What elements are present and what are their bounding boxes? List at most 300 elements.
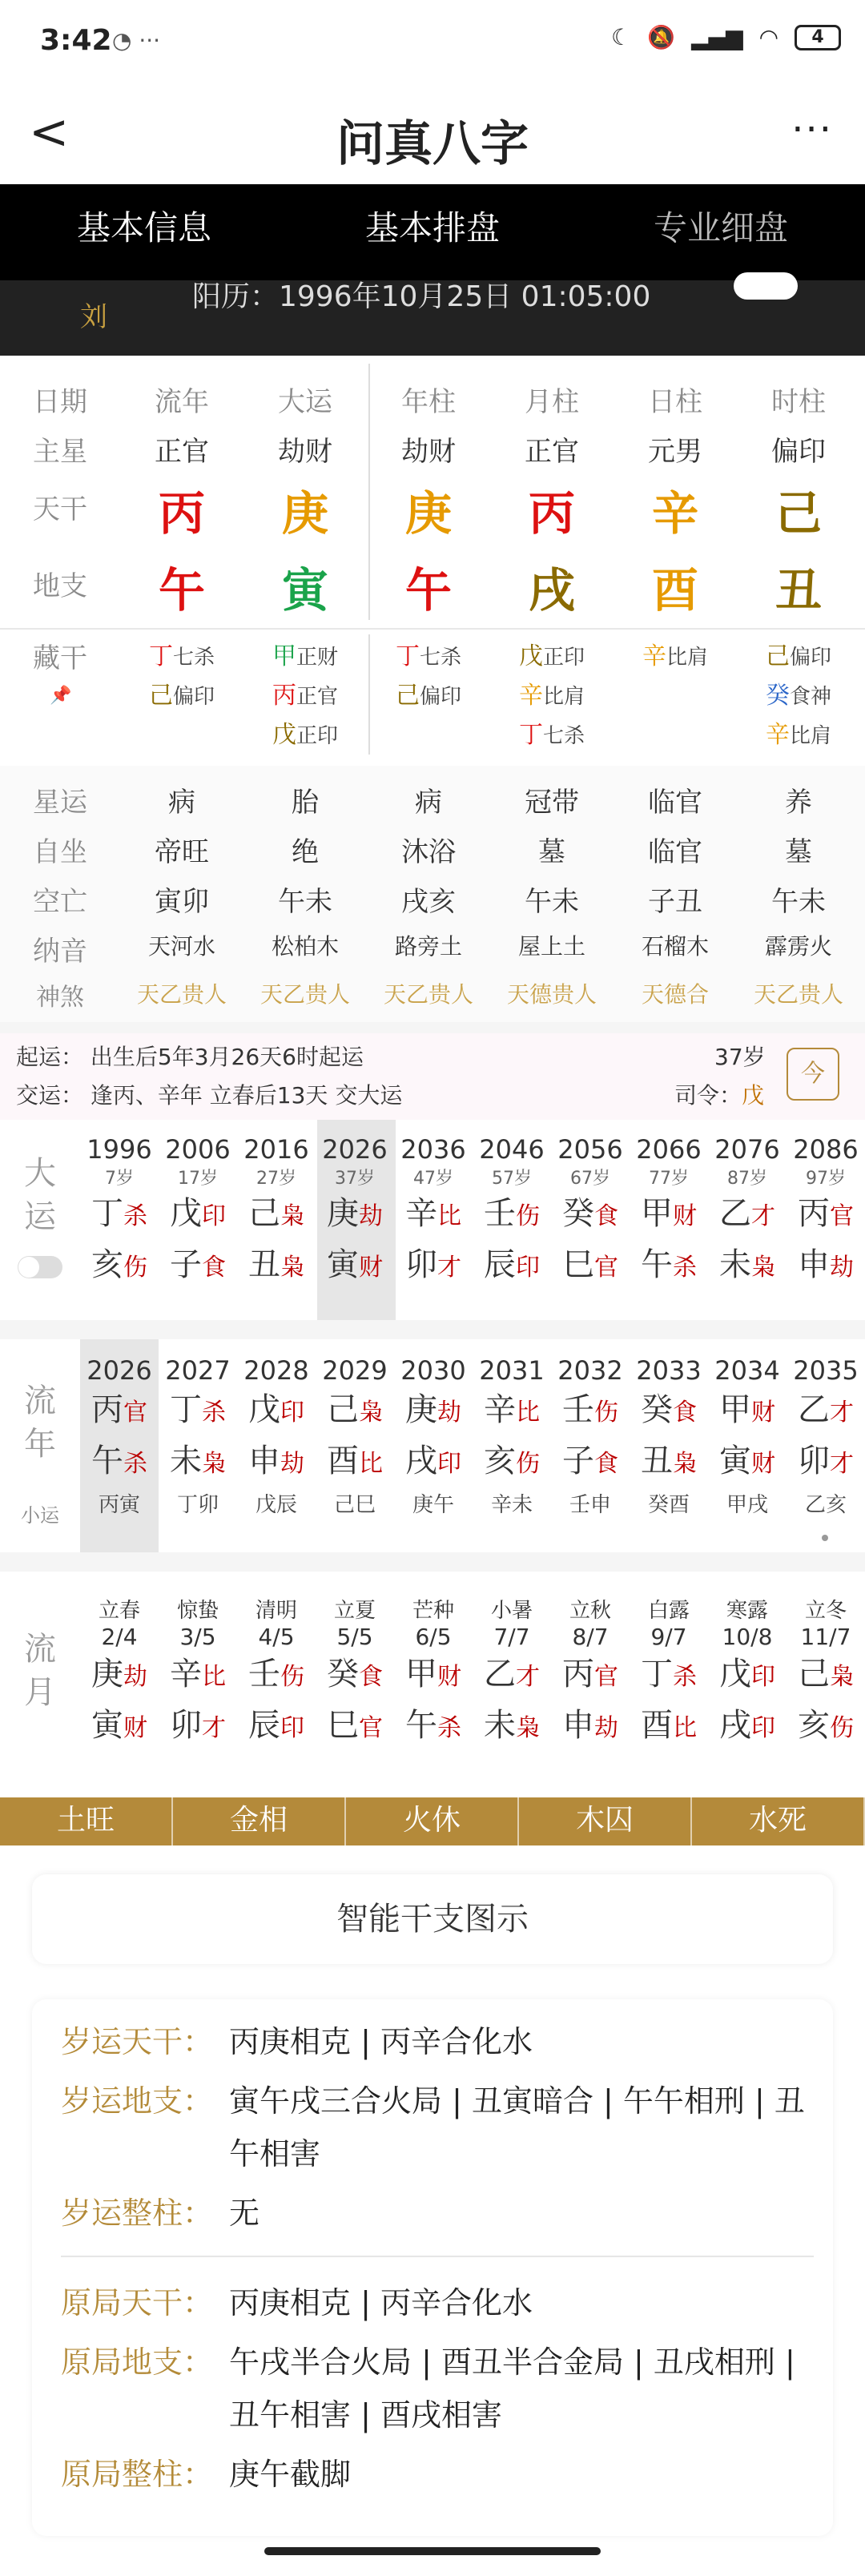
hidden-stem-god: 偏印 (789, 646, 831, 670)
main-star: 劫财 (401, 436, 456, 468)
hidden-stem-god: 正印 (296, 724, 338, 748)
dayun-branch-god: 财 (359, 1254, 383, 1282)
solar-term-date: 9/7 (650, 1624, 687, 1650)
liuyue-item[interactable] (80, 1594, 159, 1753)
dayun-stem: 乙 (719, 1195, 751, 1232)
nayin: 天河水 (147, 933, 215, 960)
hidden-stem-char: 戊 (518, 642, 543, 670)
liunian-stem: 壬 (562, 1391, 594, 1428)
void: 戌亥 (401, 886, 456, 918)
solar-term: 立夏 (333, 1599, 376, 1623)
hidden-stem-god: 比肩 (542, 685, 585, 709)
dayun-age: 97岁 (806, 1169, 846, 1189)
shensha[interactable]: 天德合 (641, 981, 709, 1008)
liunian-branch: 寅 (719, 1443, 751, 1479)
liuyue-stem-god: 伤 (280, 1663, 304, 1691)
liunian-item[interactable] (237, 1355, 316, 1518)
liuyue-branch-god: 财 (123, 1714, 147, 1742)
hidden-stem-char: 辛 (642, 642, 666, 670)
dayun-branch: 未 (719, 1246, 751, 1283)
liunian-section (0, 1339, 865, 1552)
liunian-year: 2028 (243, 1355, 309, 1386)
stem-label: 天干 (33, 493, 87, 525)
hidden-stem-god: 偏印 (172, 685, 215, 709)
dayun-age: 7岁 (105, 1169, 134, 1189)
dayun-year: 2076 (714, 1134, 780, 1165)
liunian-item[interactable] (630, 1355, 708, 1518)
xiaoyun-gz: 戊辰 (255, 1493, 297, 1517)
solar-term: 立春 (98, 1599, 140, 1623)
dayun-stem: 庚 (327, 1195, 359, 1232)
shensha[interactable]: 天乙贵人 (383, 981, 473, 1008)
dayun-item[interactable] (394, 1134, 473, 1292)
liunian-branch-god: 食 (594, 1450, 618, 1478)
liunian-stem: 癸 (641, 1391, 673, 1428)
liunian-branch-god: 伤 (516, 1450, 540, 1478)
dayun-year: 2086 (793, 1134, 859, 1165)
liunian-item[interactable] (316, 1355, 394, 1518)
liunian-branch-god: 杀 (123, 1450, 147, 1478)
shensha[interactable]: 天乙贵人 (260, 981, 350, 1008)
liunian-branch: 酉 (327, 1443, 359, 1479)
liunian-stem: 甲 (719, 1391, 751, 1428)
liunian-label: 流 年 (24, 1383, 56, 1463)
hidden-stem-item (243, 677, 367, 716)
hidden-stem-god: 比肩 (789, 724, 831, 748)
dayun-year: 1996 (86, 1134, 152, 1165)
liunian-year: 2031 (479, 1355, 545, 1386)
liuyue-item[interactable] (159, 1594, 237, 1753)
dayun-year: 2036 (400, 1134, 466, 1165)
profile-name: 刘 (80, 301, 107, 333)
star-luck: 病 (168, 787, 195, 819)
main-star: 正官 (155, 436, 209, 468)
star-luck: 胎 (292, 787, 319, 819)
solar-term: 惊蛰 (176, 1599, 219, 1623)
hidden-stem-item (737, 716, 860, 755)
liuyue-item[interactable] (551, 1594, 630, 1753)
self-seat: 墓 (538, 836, 565, 868)
qiyun-line2: 交运： 逢丙、辛年 立春后13天 交大运 (16, 1082, 403, 1109)
liunian-item[interactable] (159, 1355, 237, 1518)
nayin: 屋上土 (517, 933, 585, 960)
tab-basic-info[interactable]: 基本信息 (76, 208, 211, 248)
tab-pro-chart[interactable]: 专业细盘 (653, 208, 788, 248)
hidden-stem-god: 偏印 (419, 685, 461, 709)
liunian-item[interactable] (551, 1355, 630, 1518)
liuyue-item[interactable] (787, 1594, 865, 1753)
liuyue-stem-god: 才 (516, 1663, 540, 1691)
hidden-stem-col (367, 638, 490, 755)
liunian-stem-god: 比 (516, 1399, 540, 1427)
liunian-stem: 己 (327, 1391, 359, 1428)
dayun-toggle[interactable] (18, 1256, 62, 1278)
solar-term: 白露 (647, 1599, 690, 1623)
liuyue-stem: 辛 (170, 1656, 202, 1693)
dayun-year: 2066 (636, 1134, 702, 1165)
liuyue-stem-god: 财 (437, 1663, 461, 1691)
liunian-item[interactable] (708, 1355, 787, 1518)
solar-term-date: 2/4 (101, 1624, 138, 1650)
liunian-year: 2035 (793, 1355, 859, 1386)
self-seat: 墓 (785, 836, 812, 868)
dayun-age: 17岁 (178, 1169, 218, 1189)
liuyue-stem-god: 枭 (830, 1663, 854, 1691)
liunian-year: 2029 (322, 1355, 388, 1386)
liuyue-stem-god: 印 (751, 1663, 775, 1691)
dayun-branch: 午 (641, 1246, 673, 1283)
liunian-branch-god: 才 (830, 1450, 854, 1478)
earth-branch: 午 (158, 563, 205, 618)
liunian-stem: 丙 (91, 1391, 123, 1428)
liuyue-item[interactable] (237, 1594, 316, 1753)
dayun-item[interactable] (708, 1134, 787, 1292)
xiaoyun-gz: 辛未 (490, 1493, 533, 1517)
liunian-branch-god: 劫 (280, 1450, 304, 1478)
status-icons (611, 24, 841, 50)
dayun-item[interactable] (473, 1134, 551, 1292)
liuyue-item[interactable] (708, 1594, 787, 1753)
liuyue-item[interactable] (394, 1594, 473, 1753)
liunian-item[interactable] (80, 1355, 159, 1518)
dayun-branch: 丑 (248, 1246, 280, 1283)
nayin: 石榴木 (641, 933, 709, 960)
liuyue-branch-god: 才 (202, 1714, 226, 1742)
dayun-age: 87岁 (727, 1169, 767, 1189)
earth-branch: 丑 (774, 563, 822, 618)
liunian-stem-god: 食 (673, 1399, 697, 1427)
dayun-branch-god: 枭 (751, 1254, 775, 1282)
wuxing-state: 木囚 (519, 1797, 692, 1845)
solar-term-date: 3/5 (179, 1624, 216, 1650)
liunian-stem-god: 枭 (359, 1399, 383, 1427)
earth-branch: 戌 (528, 563, 575, 618)
page-title: 问真八字 (336, 116, 529, 172)
dayun-age: 27岁 (256, 1169, 296, 1189)
dayun-stem-god: 财 (673, 1202, 697, 1230)
liuyue-branch: 卯 (170, 1707, 202, 1744)
main-star: 正官 (525, 436, 579, 468)
hidden-stem-item (737, 677, 860, 716)
dayun-section (0, 1120, 865, 1320)
liunian-item[interactable] (787, 1355, 865, 1518)
battery-icon: 4 (795, 25, 841, 50)
hidden-stem-god: 七杀 (172, 646, 215, 670)
liunian-branch-god: 印 (437, 1450, 461, 1478)
qiyun-panel (0, 1033, 865, 1120)
dayun-branch-god: 劫 (830, 1254, 854, 1282)
dayun-item[interactable] (316, 1134, 394, 1292)
notification-icon: ◔ ··· (112, 27, 161, 54)
hidden-stem-char: 丁 (395, 642, 420, 670)
dayun-stem: 辛 (405, 1195, 437, 1232)
dayun-stem: 己 (248, 1195, 280, 1232)
dayun-year: 2056 (557, 1134, 623, 1165)
dayun-branch: 亥 (91, 1246, 123, 1283)
liunian-item[interactable] (473, 1355, 551, 1518)
liuyue-item[interactable] (473, 1594, 551, 1753)
dayun-stem: 癸 (562, 1195, 594, 1232)
solar-term: 芒种 (412, 1599, 454, 1623)
self-seat-label: 自坐 (33, 836, 87, 868)
nayin: 松柏木 (271, 933, 339, 960)
more-icon[interactable]: ··· (791, 107, 833, 152)
nayin: 路旁土 (394, 933, 462, 960)
dayun-item[interactable] (630, 1134, 708, 1292)
tab-basic-chart[interactable]: 基本排盘 (364, 208, 500, 248)
solar-term-date: 10/8 (722, 1624, 773, 1650)
hidden-stem-char: 丁 (518, 721, 543, 749)
dayun-branch-god: 杀 (673, 1254, 697, 1282)
liuyue-branch: 未 (484, 1707, 516, 1744)
liuyue-stem: 戊 (719, 1656, 751, 1693)
liuyue-branch-god: 印 (751, 1714, 775, 1742)
nayin: 霹雳火 (764, 933, 832, 960)
liuyue-branch-god: 枭 (516, 1714, 540, 1742)
hidden-stem-char: 甲 (272, 642, 296, 670)
dayun-branch-god: 才 (437, 1254, 461, 1282)
liunian-stem: 戊 (248, 1391, 280, 1428)
an-row: 原局整柱： 庚午截脚 (61, 2457, 352, 2492)
xiaoyun-label: 小运 (21, 1504, 59, 1527)
liuyue-stem: 乙 (484, 1656, 516, 1693)
self-seat: 临官 (648, 836, 702, 868)
liuyue-stem-god: 杀 (673, 1663, 697, 1691)
heaven-stem: 己 (774, 486, 822, 541)
dayun-stem-god: 枭 (280, 1202, 304, 1230)
an-row: 原局天干： 丙庚相克 | 丙辛合化水 (61, 2285, 533, 2320)
back-icon[interactable]: < (29, 104, 70, 160)
signal-icon: ▂▄▆ (690, 24, 743, 50)
solar-term-date: 11/7 (800, 1624, 851, 1650)
liuyue-stem: 甲 (405, 1656, 437, 1693)
hidden-stem-char: 己 (765, 642, 790, 670)
liunian-stem-god: 财 (751, 1399, 775, 1427)
xiaoyun-gz: 壬申 (569, 1493, 611, 1517)
dayun-stem-god: 食 (594, 1202, 618, 1230)
dayun-branch: 子 (170, 1246, 202, 1283)
dayun-branch-god: 印 (516, 1254, 540, 1282)
wuxing-state: 金相 (173, 1797, 346, 1845)
solar-term-date: 8/7 (572, 1624, 609, 1650)
liuyue-branch: 亥 (798, 1707, 830, 1744)
dayun-stem-god: 才 (751, 1202, 775, 1230)
wuxing-state: 土旺 (0, 1797, 173, 1845)
moon-icon: ☾ (610, 24, 632, 50)
an-row: 岁运地支： 寅午戌三合火局 | 丑寅暗合 | 午午相刑 | 丑午相害 (61, 2083, 805, 2171)
liunian-stem: 庚 (405, 1391, 437, 1428)
hidden-stem-item (614, 638, 737, 677)
earth-branch: 午 (404, 563, 452, 618)
shensha-label[interactable]: 神煞 (36, 984, 84, 1012)
heaven-stem: 庚 (281, 486, 328, 541)
liunian-branch-god: 枭 (673, 1450, 697, 1478)
liuyue-stem: 丁 (641, 1656, 673, 1693)
shensha[interactable]: 天德贵人 (506, 981, 597, 1008)
solar-term: 立秋 (569, 1599, 611, 1623)
heaven-stem: 丙 (528, 486, 575, 541)
status-time: 3:42 (40, 24, 112, 57)
date-label: 日期 (33, 386, 87, 418)
liuyue-item[interactable] (316, 1594, 394, 1753)
liunian-year: 2026 (86, 1355, 152, 1386)
void: 午未 (278, 886, 332, 918)
liuyue-branch: 辰 (248, 1707, 280, 1744)
hidden-stem-item (490, 716, 614, 755)
liunian-stem-god: 才 (830, 1399, 854, 1427)
shensha[interactable]: 天乙贵人 (753, 981, 843, 1008)
liunian-stem: 丁 (170, 1391, 202, 1428)
tab-bar (0, 184, 865, 280)
hidden-stem-char: 癸 (765, 682, 790, 710)
dayun-item[interactable] (551, 1134, 630, 1292)
dayun-item[interactable] (159, 1134, 237, 1292)
xiaoyun-gz: 丙寅 (98, 1493, 140, 1517)
dayun-branch: 申 (798, 1246, 830, 1283)
liuyue-stem: 壬 (248, 1656, 280, 1693)
dayun-item[interactable] (80, 1134, 159, 1292)
an-row: 岁运天干： 丙庚相克 | 丙辛合化水 (61, 2024, 533, 2059)
self-seat: 帝旺 (155, 836, 209, 868)
dayun-branch: 卯 (405, 1246, 437, 1283)
self-seat: 沐浴 (401, 836, 456, 868)
dayun-stem-god: 杀 (123, 1202, 147, 1230)
dayun-branch: 辰 (484, 1246, 516, 1283)
main-star: 劫财 (278, 436, 332, 468)
shensha[interactable]: 天乙贵人 (136, 981, 227, 1008)
dayun-age: 47岁 (413, 1169, 453, 1189)
dayun-age: 57岁 (492, 1169, 532, 1189)
dayun-branch-god: 食 (202, 1254, 226, 1282)
liunian-branch: 亥 (484, 1443, 516, 1479)
dayun-branch: 巳 (562, 1246, 594, 1283)
hidden-stem-char: 辛 (765, 721, 790, 749)
dayun-branch-god: 枭 (280, 1254, 304, 1282)
liuyue-branch-god: 杀 (437, 1714, 461, 1742)
hidden-stem-item (490, 638, 614, 677)
an-row: 岁运整柱： 无 (61, 2196, 260, 2231)
self-seat: 绝 (292, 836, 319, 868)
xiaoyun-gz: 庚午 (412, 1493, 454, 1517)
dayun-age: 77岁 (649, 1169, 689, 1189)
liunian-stem-god: 杀 (202, 1399, 226, 1427)
liuyue-item[interactable] (630, 1594, 708, 1753)
liunian-branch: 未 (170, 1443, 202, 1479)
xiaoyun-gz: 己巳 (333, 1493, 376, 1517)
solar-term-date: 5/5 (336, 1624, 373, 1650)
dayun-year: 2046 (479, 1134, 545, 1165)
void-label: 空亡 (33, 886, 87, 918)
profile-toggle[interactable] (734, 272, 798, 300)
main-star-label: 主星 (33, 436, 87, 468)
solar-term: 立冬 (804, 1599, 847, 1623)
branch-label: 地支 (33, 570, 87, 602)
star-rows (0, 766, 865, 1022)
liunian-year: 2030 (400, 1355, 466, 1386)
dayun-age: 37岁 (335, 1169, 375, 1189)
hidden-stem-col (243, 638, 367, 755)
pillar-header: 日柱 (648, 386, 702, 418)
liuyue-stem: 丙 (562, 1656, 594, 1693)
liunian-item[interactable] (394, 1355, 473, 1518)
home-indicator[interactable] (264, 2547, 601, 2555)
solar-term: 寒露 (726, 1599, 768, 1623)
liunian-year: 2033 (636, 1355, 702, 1386)
wuxing-state: 水死 (692, 1797, 865, 1845)
main-star: 偏印 (771, 436, 826, 468)
hidden-label: 藏干 (33, 642, 87, 674)
pillar-grid (0, 356, 865, 628)
liunian-branch: 子 (562, 1443, 594, 1479)
hidden-stem-god: 比肩 (666, 646, 708, 670)
dayun-branch: 寅 (327, 1246, 359, 1283)
hidden-stem-col (614, 638, 737, 755)
hidden-stem-char: 戊 (272, 721, 296, 749)
earth-branch: 酉 (651, 563, 698, 618)
pillar-header: 月柱 (525, 386, 579, 418)
heaven-stem: 庚 (404, 486, 452, 541)
dayun-item[interactable] (237, 1134, 316, 1292)
dayun-branch-god: 官 (594, 1254, 618, 1282)
dayun-stem-god: 官 (830, 1202, 854, 1230)
void: 寅卯 (155, 886, 209, 918)
liunian-branch-god: 枭 (202, 1450, 226, 1478)
liunian-stem-god: 伤 (594, 1399, 618, 1427)
an-row: 原局地支： 午戌半合火局 | 酉丑半合金局 | 丑戌相刑 | 丑午相害 | 酉戌相害 (61, 2345, 795, 2433)
earth-branch: 寅 (281, 563, 328, 618)
dayun-label: 大 运 (24, 1155, 56, 1235)
dayun-stem-god: 劫 (359, 1202, 383, 1230)
dayun-age: 67岁 (570, 1169, 610, 1189)
liunian-year: 2034 (714, 1355, 780, 1386)
liuyue-label: 流 月 (24, 1631, 56, 1711)
profile-datetime: 阳历：1996年10月25日 01:05:00 (192, 280, 651, 313)
xiaoyun-gz: 乙亥 (804, 1493, 847, 1517)
hidden-stem-god: 食神 (789, 685, 831, 709)
title-bar (0, 88, 865, 184)
liunian-year: 2032 (557, 1355, 623, 1386)
liunian-stem: 辛 (484, 1391, 516, 1428)
pin-icon[interactable]: 📌 (50, 686, 72, 706)
smart-ganzhi-button[interactable]: 智能干支图示 (32, 1874, 833, 1964)
liuyue-branch: 寅 (91, 1707, 123, 1744)
wuxing-state: 火休 (346, 1797, 519, 1845)
relationship-analysis (32, 1999, 833, 2536)
heaven-stem: 辛 (651, 486, 698, 541)
hidden-stem-item (243, 638, 367, 677)
dayun-stem-god: 伤 (516, 1202, 540, 1230)
liunian-branch-god: 财 (751, 1450, 775, 1478)
liunian-branch: 丑 (641, 1443, 673, 1479)
liuyue-branch-god: 比 (673, 1714, 697, 1742)
xiaoyun-gz: 丁卯 (176, 1493, 219, 1517)
pillar-header: 年柱 (401, 386, 456, 418)
today-button[interactable]: 今 (787, 1048, 839, 1101)
dayun-stem-god: 印 (202, 1202, 226, 1230)
liuyue-stem-god: 官 (594, 1663, 618, 1691)
liunian-stem: 乙 (798, 1391, 830, 1428)
hidden-stem-char: 己 (395, 682, 420, 710)
pillar-header: 大运 (278, 386, 332, 418)
status-bar (0, 0, 865, 88)
hidden-stem-item (737, 638, 860, 677)
current-age: 37岁 (714, 1044, 766, 1070)
hidden-stem-col (737, 638, 860, 755)
hidden-stem-god: 正财 (296, 646, 338, 670)
xiaoyun-gz: 甲戌 (726, 1493, 768, 1517)
liunian-branch: 卯 (798, 1443, 830, 1479)
dayun-item[interactable] (787, 1134, 865, 1292)
